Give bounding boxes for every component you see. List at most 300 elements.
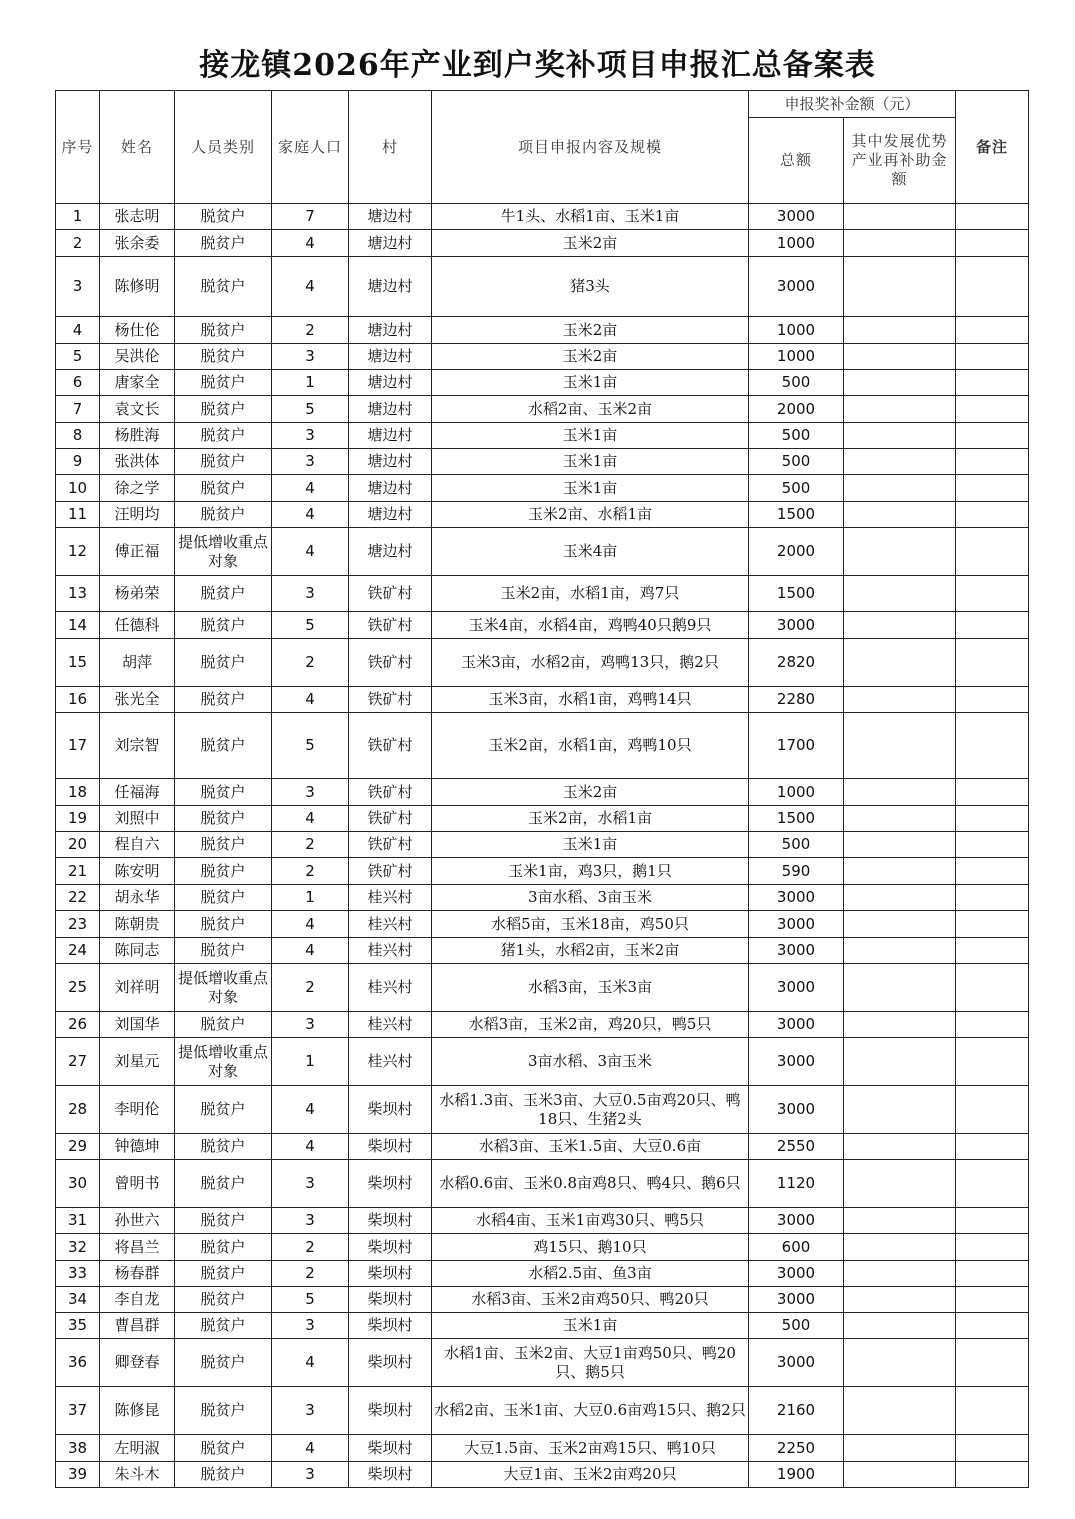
row-note [956, 502, 1029, 528]
row-note [956, 204, 1029, 230]
row-total-amount: 500 [749, 832, 844, 858]
row-village: 铁矿村 [349, 806, 432, 832]
row-person-type: 脱贫户 [175, 806, 272, 832]
row-village: 塘边村 [349, 528, 432, 576]
row-household-size: 5 [272, 713, 349, 779]
row-total-amount: 2250 [749, 1435, 844, 1462]
table-row [56, 1339, 1029, 1387]
row-seq: 8 [56, 423, 100, 449]
row-project-content: 水稻3亩，玉米2亩，鸡20只，鸭5只 [432, 1012, 749, 1038]
header-household: 家庭人口 [272, 91, 349, 204]
row-name: 张光全 [100, 687, 175, 713]
row-person-type: 脱贫户 [175, 1160, 272, 1208]
row-household-size: 3 [272, 1012, 349, 1038]
row-extra-subsidy [844, 204, 956, 230]
row-note [956, 317, 1029, 344]
row-project-content: 玉米1亩 [432, 1313, 749, 1339]
row-extra-subsidy [844, 687, 956, 713]
row-extra-subsidy [844, 1160, 956, 1208]
table-row [56, 1313, 1029, 1339]
row-village: 柴坝村 [349, 1387, 432, 1435]
row-project-content: 水稻1.3亩、玉米3亩、大豆0.5亩鸡20只、鸭18只、生猪2头 [432, 1086, 749, 1134]
row-project-content: 玉米2亩 [432, 344, 749, 370]
row-village: 铁矿村 [349, 612, 432, 639]
row-note [956, 1387, 1029, 1435]
row-seq: 6 [56, 370, 100, 396]
row-extra-subsidy [844, 528, 956, 576]
row-person-type: 脱贫户 [175, 832, 272, 858]
row-project-content: 玉米3亩，水稻2亩，鸡鸭13只，鹅2只 [432, 639, 749, 687]
row-project-content: 水稻3亩、玉米2亩鸡50只、鸭20只 [432, 1287, 749, 1313]
table-row [56, 1012, 1029, 1038]
table-row [56, 938, 1029, 964]
row-village: 铁矿村 [349, 832, 432, 858]
row-note [956, 475, 1029, 502]
row-person-type: 脱贫户 [175, 639, 272, 687]
header-seq: 序号 [56, 91, 100, 204]
row-village: 塘边村 [349, 449, 432, 475]
table-row [56, 858, 1029, 885]
row-household-size: 2 [272, 1234, 349, 1261]
row-name: 钟德坤 [100, 1134, 175, 1160]
row-extra-subsidy [844, 938, 956, 964]
row-name: 任福海 [100, 779, 175, 806]
row-village: 柴坝村 [349, 1261, 432, 1287]
row-seq: 22 [56, 885, 100, 911]
row-person-type: 提低增收重点对象 [175, 528, 272, 576]
row-extra-subsidy [844, 1435, 956, 1462]
row-household-size: 2 [272, 858, 349, 885]
row-extra-subsidy [844, 1012, 956, 1038]
table-row [56, 502, 1029, 528]
row-person-type: 提低增收重点对象 [175, 964, 272, 1012]
row-note [956, 639, 1029, 687]
row-extra-subsidy [844, 1234, 956, 1261]
row-seq: 25 [56, 964, 100, 1012]
row-seq: 2 [56, 230, 100, 257]
row-household-size: 2 [272, 1261, 349, 1287]
row-extra-subsidy [844, 423, 956, 449]
row-person-type: 脱贫户 [175, 1012, 272, 1038]
row-name: 吴洪伦 [100, 344, 175, 370]
row-project-content: 水稻5亩，玉米18亩，鸡50只 [432, 911, 749, 938]
row-note [956, 938, 1029, 964]
row-project-content: 玉米2亩，水稻1亩，鸡7只 [432, 576, 749, 612]
row-seq: 5 [56, 344, 100, 370]
row-seq: 31 [56, 1208, 100, 1234]
table-row [56, 832, 1029, 858]
table-row [56, 1160, 1029, 1208]
row-household-size: 4 [272, 1339, 349, 1387]
row-household-size: 4 [272, 1435, 349, 1462]
row-person-type: 脱贫户 [175, 1134, 272, 1160]
row-name: 任德科 [100, 612, 175, 639]
row-total-amount: 3000 [749, 964, 844, 1012]
header-extra-subsidy: 其中发展优势产业再补助金额 [844, 118, 956, 204]
row-project-content: 玉米2亩 [432, 779, 749, 806]
row-person-type: 脱贫户 [175, 1435, 272, 1462]
row-seq: 14 [56, 612, 100, 639]
row-project-content: 3亩水稻、3亩玉米 [432, 1038, 749, 1086]
row-project-content: 大豆1亩、玉米2亩鸡20只 [432, 1462, 749, 1488]
row-seq: 38 [56, 1435, 100, 1462]
row-project-content: 玉米1亩 [432, 370, 749, 396]
row-village: 塘边村 [349, 370, 432, 396]
row-seq: 33 [56, 1261, 100, 1287]
row-person-type: 脱贫户 [175, 1387, 272, 1435]
row-seq: 17 [56, 713, 100, 779]
row-total-amount: 3000 [749, 612, 844, 639]
table-row [56, 713, 1029, 779]
row-seq: 20 [56, 832, 100, 858]
row-seq: 16 [56, 687, 100, 713]
row-person-type: 脱贫户 [175, 779, 272, 806]
row-note [956, 806, 1029, 832]
row-total-amount: 500 [749, 423, 844, 449]
row-seq: 7 [56, 396, 100, 423]
row-name: 刘星元 [100, 1038, 175, 1086]
row-person-type: 脱贫户 [175, 370, 272, 396]
table-row [56, 475, 1029, 502]
row-person-type: 脱贫户 [175, 1313, 272, 1339]
row-seq: 26 [56, 1012, 100, 1038]
row-village: 铁矿村 [349, 713, 432, 779]
row-total-amount: 2000 [749, 396, 844, 423]
row-extra-subsidy [844, 1208, 956, 1234]
table-body [56, 204, 1029, 1488]
row-total-amount: 1000 [749, 344, 844, 370]
row-total-amount: 1000 [749, 779, 844, 806]
row-project-content: 猪1头，水稻2亩，玉米2亩 [432, 938, 749, 964]
row-person-type: 脱贫户 [175, 502, 272, 528]
table-row [56, 1208, 1029, 1234]
row-village: 塘边村 [349, 317, 432, 344]
row-note [956, 257, 1029, 317]
row-village: 柴坝村 [349, 1160, 432, 1208]
row-person-type: 提低增收重点对象 [175, 1038, 272, 1086]
row-name: 张志明 [100, 204, 175, 230]
table-row [56, 1086, 1029, 1134]
row-extra-subsidy [844, 832, 956, 858]
row-seq: 9 [56, 449, 100, 475]
row-person-type: 脱贫户 [175, 911, 272, 938]
table-row [56, 344, 1029, 370]
row-note [956, 1261, 1029, 1287]
row-note [956, 576, 1029, 612]
row-seq: 21 [56, 858, 100, 885]
row-household-size: 5 [272, 1287, 349, 1313]
filing-table [55, 90, 1029, 1488]
page-title: 接龙镇2026年产业到户奖补项目申报汇总备案表 [199, 48, 876, 83]
row-seq: 28 [56, 1086, 100, 1134]
row-person-type: 脱贫户 [175, 576, 272, 612]
row-name: 傅正福 [100, 528, 175, 576]
row-note [956, 911, 1029, 938]
row-note [956, 1462, 1029, 1488]
row-household-size: 4 [272, 938, 349, 964]
row-total-amount: 1000 [749, 230, 844, 257]
row-note [956, 964, 1029, 1012]
row-project-content: 水稻2亩、玉米1亩、大豆0.6亩鸡15只、鹅2只 [432, 1387, 749, 1435]
table-row [56, 1234, 1029, 1261]
row-project-content: 玉米2亩 [432, 317, 749, 344]
row-total-amount: 2820 [749, 639, 844, 687]
row-note [956, 1435, 1029, 1462]
row-village: 桂兴村 [349, 1012, 432, 1038]
row-total-amount: 3000 [749, 1339, 844, 1387]
header-note: 备注 [956, 91, 1029, 204]
row-village: 柴坝村 [349, 1435, 432, 1462]
header-content: 项目申报内容及规模 [432, 91, 749, 204]
row-village: 塘边村 [349, 230, 432, 257]
row-project-content: 3亩水稻、3亩玉米 [432, 885, 749, 911]
row-village: 柴坝村 [349, 1208, 432, 1234]
row-village: 桂兴村 [349, 911, 432, 938]
row-note [956, 713, 1029, 779]
row-name: 胡永华 [100, 885, 175, 911]
row-total-amount: 1120 [749, 1160, 844, 1208]
row-total-amount: 3000 [749, 1208, 844, 1234]
row-household-size: 3 [272, 423, 349, 449]
table-row [56, 1038, 1029, 1086]
row-extra-subsidy [844, 344, 956, 370]
row-extra-subsidy [844, 449, 956, 475]
row-total-amount: 500 [749, 475, 844, 502]
row-village: 铁矿村 [349, 779, 432, 806]
row-name: 将昌兰 [100, 1234, 175, 1261]
row-seq: 15 [56, 639, 100, 687]
row-village: 塘边村 [349, 257, 432, 317]
row-village: 柴坝村 [349, 1287, 432, 1313]
row-household-size: 3 [272, 344, 349, 370]
row-person-type: 脱贫户 [175, 1339, 272, 1387]
row-project-content: 大豆1.5亩、玉米2亩鸡15只、鸭10只 [432, 1435, 749, 1462]
row-village: 塘边村 [349, 204, 432, 230]
row-note [956, 1313, 1029, 1339]
row-seq: 19 [56, 806, 100, 832]
row-note [956, 370, 1029, 396]
row-note [956, 779, 1029, 806]
row-total-amount: 3000 [749, 204, 844, 230]
row-name: 曹昌群 [100, 1313, 175, 1339]
row-person-type: 脱贫户 [175, 1287, 272, 1313]
row-extra-subsidy [844, 1387, 956, 1435]
row-village: 桂兴村 [349, 885, 432, 911]
header-amount-group: 申报奖补金额（元） [749, 91, 956, 118]
row-village: 铁矿村 [349, 639, 432, 687]
row-total-amount: 500 [749, 370, 844, 396]
row-name: 杨春群 [100, 1261, 175, 1287]
row-village: 塘边村 [349, 475, 432, 502]
row-person-type: 脱贫户 [175, 1462, 272, 1488]
row-extra-subsidy [844, 1038, 956, 1086]
row-name: 唐家全 [100, 370, 175, 396]
row-extra-subsidy [844, 713, 956, 779]
row-seq: 36 [56, 1339, 100, 1387]
row-village: 柴坝村 [349, 1339, 432, 1387]
row-household-size: 3 [272, 779, 349, 806]
row-total-amount: 500 [749, 1313, 844, 1339]
row-seq: 34 [56, 1287, 100, 1313]
row-total-amount: 3000 [749, 1012, 844, 1038]
row-note [956, 885, 1029, 911]
row-note [956, 528, 1029, 576]
row-project-content: 玉米2亩、水稻1亩 [432, 502, 749, 528]
row-household-size: 2 [272, 832, 349, 858]
header-total: 总额 [749, 118, 844, 204]
table-row [56, 779, 1029, 806]
table-row [56, 1462, 1029, 1488]
row-household-size: 4 [272, 1134, 349, 1160]
row-household-size: 4 [272, 1086, 349, 1134]
header-type: 人员类别 [175, 91, 272, 204]
row-total-amount: 3000 [749, 1287, 844, 1313]
row-project-content: 玉米1亩 [432, 475, 749, 502]
row-name: 朱斗木 [100, 1462, 175, 1488]
row-project-content: 玉米1亩 [432, 832, 749, 858]
table-row [56, 230, 1029, 257]
row-person-type: 脱贫户 [175, 858, 272, 885]
row-household-size: 3 [272, 1387, 349, 1435]
table-row [56, 423, 1029, 449]
row-person-type: 脱贫户 [175, 423, 272, 449]
row-note [956, 612, 1029, 639]
row-household-size: 4 [272, 687, 349, 713]
row-total-amount: 3000 [749, 1086, 844, 1134]
row-total-amount: 2550 [749, 1134, 844, 1160]
row-extra-subsidy [844, 1313, 956, 1339]
row-name: 左明淑 [100, 1435, 175, 1462]
row-village: 柴坝村 [349, 1134, 432, 1160]
row-extra-subsidy [844, 1134, 956, 1160]
row-village: 铁矿村 [349, 858, 432, 885]
row-person-type: 脱贫户 [175, 885, 272, 911]
row-person-type: 脱贫户 [175, 257, 272, 317]
row-name: 陈同志 [100, 938, 175, 964]
row-note [956, 1208, 1029, 1234]
row-name: 陈朝贵 [100, 911, 175, 938]
row-project-content: 玉米4亩，水稻4亩，鸡鸭40只鹅9只 [432, 612, 749, 639]
table-row [56, 1387, 1029, 1435]
row-extra-subsidy [844, 806, 956, 832]
row-name: 陈安明 [100, 858, 175, 885]
row-name: 刘照中 [100, 806, 175, 832]
row-seq: 29 [56, 1134, 100, 1160]
row-name: 刘国华 [100, 1012, 175, 1038]
row-seq: 23 [56, 911, 100, 938]
row-seq: 12 [56, 528, 100, 576]
row-extra-subsidy [844, 475, 956, 502]
row-note [956, 1234, 1029, 1261]
row-total-amount: 3000 [749, 885, 844, 911]
row-note [956, 230, 1029, 257]
row-village: 铁矿村 [349, 687, 432, 713]
row-extra-subsidy [844, 576, 956, 612]
row-name: 汪明均 [100, 502, 175, 528]
row-name: 李明伦 [100, 1086, 175, 1134]
row-extra-subsidy [844, 396, 956, 423]
row-household-size: 4 [272, 475, 349, 502]
table-row [56, 1287, 1029, 1313]
row-note [956, 687, 1029, 713]
row-name: 刘祥明 [100, 964, 175, 1012]
row-name: 胡萍 [100, 639, 175, 687]
row-name: 杨弟荣 [100, 576, 175, 612]
row-extra-subsidy [844, 964, 956, 1012]
header-name: 姓名 [100, 91, 175, 204]
row-person-type: 脱贫户 [175, 1086, 272, 1134]
table-row [56, 885, 1029, 911]
row-note [956, 1012, 1029, 1038]
table-row [56, 806, 1029, 832]
row-note [956, 1160, 1029, 1208]
row-household-size: 3 [272, 1160, 349, 1208]
row-total-amount: 2280 [749, 687, 844, 713]
table-row [56, 1134, 1029, 1160]
row-name: 程自六 [100, 832, 175, 858]
row-total-amount: 2160 [749, 1387, 844, 1435]
row-project-content: 牛1头、水稻1亩、玉米1亩 [432, 204, 749, 230]
row-name: 李自龙 [100, 1287, 175, 1313]
row-project-content: 鸡15只、鹅10只 [432, 1234, 749, 1261]
row-person-type: 脱贫户 [175, 938, 272, 964]
row-village: 塘边村 [349, 502, 432, 528]
row-village: 柴坝村 [349, 1086, 432, 1134]
row-extra-subsidy [844, 612, 956, 639]
table-row [56, 964, 1029, 1012]
row-note [956, 423, 1029, 449]
row-person-type: 脱贫户 [175, 396, 272, 423]
row-name: 陈修昆 [100, 1387, 175, 1435]
row-note [956, 1038, 1029, 1086]
row-seq: 4 [56, 317, 100, 344]
row-household-size: 4 [272, 528, 349, 576]
row-person-type: 脱贫户 [175, 1261, 272, 1287]
row-note [956, 1086, 1029, 1134]
row-person-type: 脱贫户 [175, 713, 272, 779]
row-extra-subsidy [844, 1462, 956, 1488]
row-household-size: 1 [272, 1038, 349, 1086]
row-household-size: 3 [272, 1313, 349, 1339]
row-village: 塘边村 [349, 423, 432, 449]
table-row [56, 396, 1029, 423]
row-total-amount: 3000 [749, 938, 844, 964]
row-seq: 35 [56, 1313, 100, 1339]
row-extra-subsidy [844, 639, 956, 687]
row-extra-subsidy [844, 317, 956, 344]
table-row [56, 257, 1029, 317]
row-total-amount: 1500 [749, 576, 844, 612]
table-row [56, 370, 1029, 396]
row-name: 杨胜海 [100, 423, 175, 449]
row-person-type: 脱贫户 [175, 612, 272, 639]
table-row [56, 317, 1029, 344]
row-household-size: 5 [272, 396, 349, 423]
table-row [56, 639, 1029, 687]
row-seq: 30 [56, 1160, 100, 1208]
row-village: 柴坝村 [349, 1234, 432, 1261]
row-household-size: 2 [272, 964, 349, 1012]
row-total-amount: 1500 [749, 806, 844, 832]
row-project-content: 玉米3亩，水稻1亩，鸡鸭14只 [432, 687, 749, 713]
row-name: 刘宗智 [100, 713, 175, 779]
row-extra-subsidy [844, 370, 956, 396]
row-extra-subsidy [844, 858, 956, 885]
row-household-size: 3 [272, 576, 349, 612]
row-seq: 32 [56, 1234, 100, 1261]
row-name: 陈修明 [100, 257, 175, 317]
row-extra-subsidy [844, 230, 956, 257]
